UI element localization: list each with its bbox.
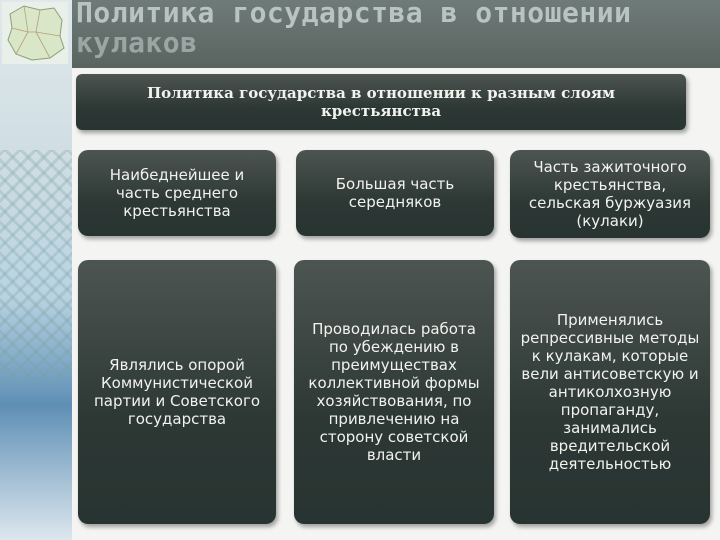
- header-box: Политика государства в отношении к разным слоям крестьянства: [76, 74, 686, 130]
- decorative-sidebar: [0, 0, 72, 540]
- belarus-map-icon: [2, 2, 68, 64]
- detail-box-middle: Проводилась работа по убеждению в преимуществах коллективной формы хозяйствования, по привлечению на сторону советской власти: [294, 260, 494, 524]
- group-box-poor: Наибеднейшее и часть среднего крестьянства: [78, 150, 276, 236]
- group-box-kulaks: Часть зажиточного крестьянства, сельская буржуазия (кулаки): [510, 150, 710, 238]
- page-title-line-1: Политика государства в отношении: [76, 0, 632, 29]
- group-box-middle: Большая часть середняков: [296, 150, 494, 236]
- page-title: [76, 0, 716, 58]
- ornament-pattern: [0, 150, 72, 380]
- detail-box-poor: Являлись опорой Коммунистической партии и Советского государства: [78, 260, 276, 524]
- page-title-line-2: кулаков: [76, 26, 198, 59]
- detail-box-kulaks: Применялись репрессивные методы к кулакам, которые вели антисоветскую и антиколхозную пропаганду, занимались вредительской деятельностью: [510, 260, 710, 524]
